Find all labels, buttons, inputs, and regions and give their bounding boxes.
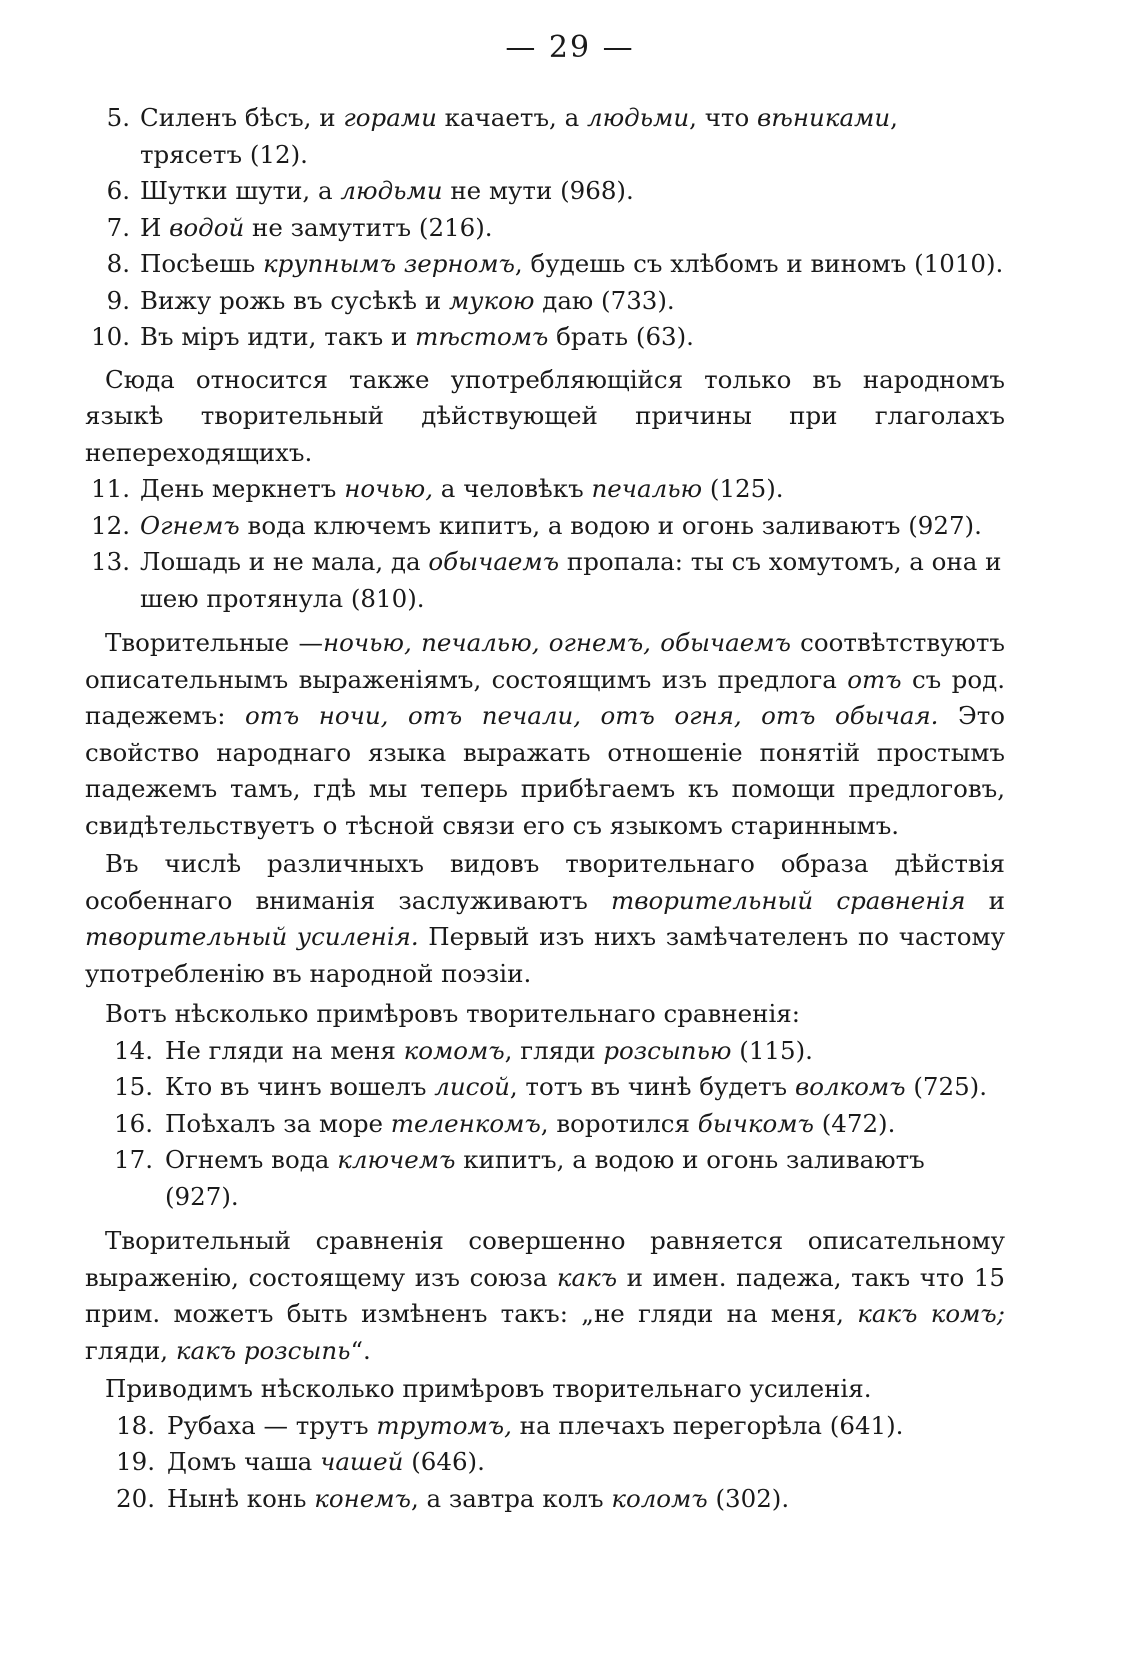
example-item: 9. Вижу рожь въ сусѣкѣ и мукою даю (733). xyxy=(106,285,675,315)
examples-list-c xyxy=(85,1033,1005,1216)
paragraph-instrumental-cause: Сюда относится также употребляющійся только въ народномъ языкѣ творительный дѣйствующей причины при глаголахъ непереходящихъ. xyxy=(85,364,1005,467)
example-item: 6. Шутки шути, а людьми не мути (968). xyxy=(106,176,634,205)
paragraph-comparison-equivalence: Творительный сравненія совершенно равняется описательному выраженію, состоящему изъ союза какъ и имен. падежа, такъ что 15 прим. можетъ быть измѣненъ такъ: „не гляди на меня, какъ комъ; гляди, какъ розсыпь“. xyxy=(85,1226,1005,1365)
example-item: 7. И водой не замутитъ (216). xyxy=(106,212,493,242)
paragraph-comparison-intensification: Въ числѣ различныхъ видовъ творительнаго образа дѣйствія особеннаго вниманія заслуживаютъ творительный сравненія и творительный усиленія. Первый изъ нихъ замѣчателенъ по частому употребленію въ народной поэзіи. xyxy=(85,849,1005,988)
example-item: 11. День меркнетъ ночью, а человѣкъ печалью (125). xyxy=(91,474,784,503)
paragraph-intensification-intro: Приводимъ нѣсколько примѣровъ творительнаго усиленія. xyxy=(105,1374,872,1403)
example-item: 19. Домъ чаша чашей (646). xyxy=(116,1447,485,1476)
examples-list-b xyxy=(85,471,1005,617)
example-item: 5. Силенъ бѣсъ, и горами качаетъ, а людьми, что вѣниками, трясетъ (12). xyxy=(106,103,898,169)
example-item: 10. Въ міръ идти, такъ и тѣстомъ брать (63). xyxy=(91,322,694,351)
page-number: — 29 — xyxy=(505,30,635,65)
paragraph-comparison-intro: Вотъ нѣсколько примѣровъ творительнаго сравненія: xyxy=(105,999,800,1028)
example-item: 20. Нынѣ конь конемъ, а завтра колъ коломъ (302). xyxy=(116,1483,790,1513)
example-item: 16. Поѣхалъ за море теленкомъ, воротился бычкомъ (472). xyxy=(114,1108,896,1138)
example-item: 18. Рубаха — трутъ трутомъ, на плечахъ перегорѣла (641). xyxy=(116,1410,904,1440)
example-item: 17. Огнемъ вода ключемъ кипитъ, а водою и огонь заливаютъ (927). xyxy=(114,1145,925,1211)
example-item: 12. Огнемъ вода ключемъ кипитъ, а водою и огонь заливаютъ (927). xyxy=(91,510,982,540)
paragraph-descriptive-expressions: Творительные —ночью, печалью, огнемъ, обычаемъ соотвѣтствуютъ описательнымъ выраженіямъ, состоящимъ изъ предлога отъ съ род. падежемъ: отъ ночи, отъ печали, отъ огня, отъ обычая. Это свойство народнаго языка выражать отношеніе понятій простымъ падежемъ тамъ, гдѣ мы теперь прибѣгаемъ къ помощи предлоговъ, свидѣтельствуетъ о тѣсной связи его съ языкомъ стариннымъ. xyxy=(85,628,1006,840)
example-item: 15. Кто въ чинъ вошелъ лисой, тотъ въ чинѣ будетъ волкомъ (725). xyxy=(114,1072,988,1101)
page-body xyxy=(85,100,1005,1517)
examples-list-d xyxy=(85,1408,1005,1518)
example-item: 14. Не гляди на меня комомъ, гляди розсыпью (115). xyxy=(114,1035,813,1065)
example-item: 8. Посѣешь крупнымъ зерномъ, будешь съ хлѣбомъ и виномъ (1010). xyxy=(106,249,1004,278)
examples-list-a xyxy=(85,100,1005,356)
example-item: 13. Лошадь и не мала, да обычаемъ пропала: ты съ хомутомъ, а она и шею протянула (810). xyxy=(91,547,1002,613)
